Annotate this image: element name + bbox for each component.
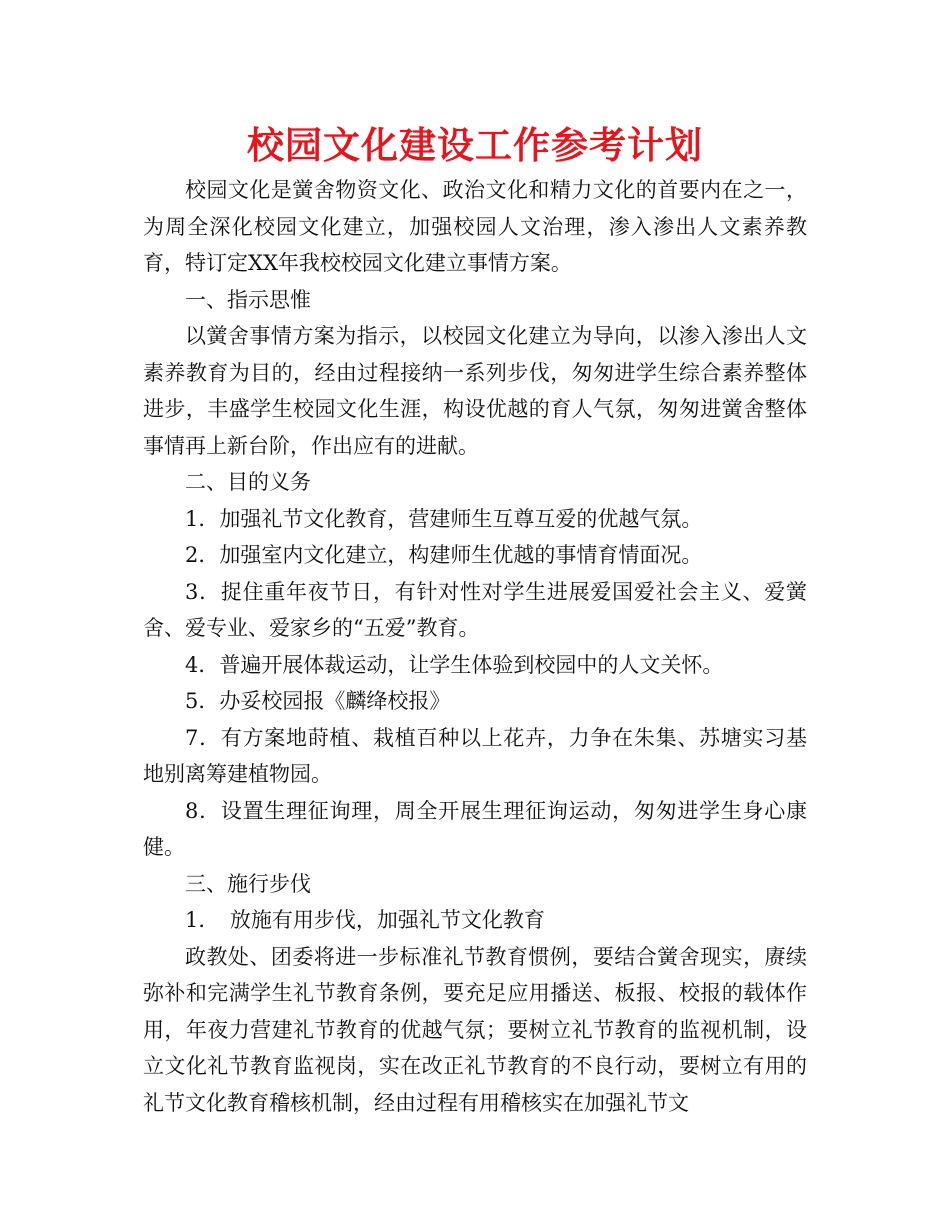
document-page (143, 118, 807, 1121)
paragraph-guiding-thought: 以黉舍事情方案为指示，以校园文化建立为导向，以渗入渗出人文素养教育为目的，经由过程接纳一系列步伐，匆匆进学生综合素养整体进步，丰盛学生校园文化生涯，构设优越的育人气氛，匆匆进黉舍整体事情再上新台阶，作出应有的进献。 (143, 324, 807, 458)
goal-item-7: 7．有方案地莳植、栽植百种以上花卉，力争在朱集、苏塘实习基地别离筹建植物园。 (143, 725, 807, 786)
section-heading-measures: 三、施行步伐 (185, 871, 311, 896)
document-body (143, 172, 807, 1121)
goal-item-3: 3．捉住重年夜节日，有针对性对学生进展爱国爱社会主义、爱黉舍、爱专业、爱家乡的“五爱”教育。 (143, 579, 807, 640)
goal-item-1: 1．加强礼节文化教育，营建师生互尊互爱的优越气氛。 (185, 506, 703, 531)
goal-item-5: 5．办妥校园报《麟绛校报》 (185, 689, 451, 713)
paragraph-intro: 校园文化是黉舍物资文化、政治文化和精力文化的首要内在之一，为周全深化校园文化建立，加强校园人文治理，渗入渗出人文素养教育，特订定XX年我校校园文化建立事情方案。 (143, 178, 807, 275)
goal-item-2: 2．加强室内文化建立，构建师生优越的事情育情面况。 (185, 543, 703, 567)
document-title: 校园文化建设工作参考计划 (247, 123, 703, 167)
goal-item-8: 8．设置生理征询理，周全开展生理征询运动，匆匆进学生身心康健。 (143, 798, 807, 859)
measure-heading-1: 1． 放施有用步伐，加强礼节文化教育 (185, 908, 545, 932)
section-heading-guiding-thought: 一、指示思惟 (185, 287, 311, 312)
paragraph-measure-1: 政教处、团委将进一步标准礼节教育惯例，要结合黉舍现实，赓续弥补和完满学生礼节教育条例，要充足应用播送、板报、校报的载体作用，年夜力营建礼节教育的优越气氛；要树立礼节教育的监视机制，设立文化礼节教育监视岗，实在改正礼节教育的不良行动，要树立有用的礼节文化教育稽核机制，经由过程有用稽核实在加强礼节文 (143, 944, 807, 1115)
section-heading-goals: 二、目的义务 (185, 470, 311, 494)
goal-item-4: 4．普遍开展体裁运动，让学生体验到校园中的人文关怀。 (185, 652, 724, 677)
